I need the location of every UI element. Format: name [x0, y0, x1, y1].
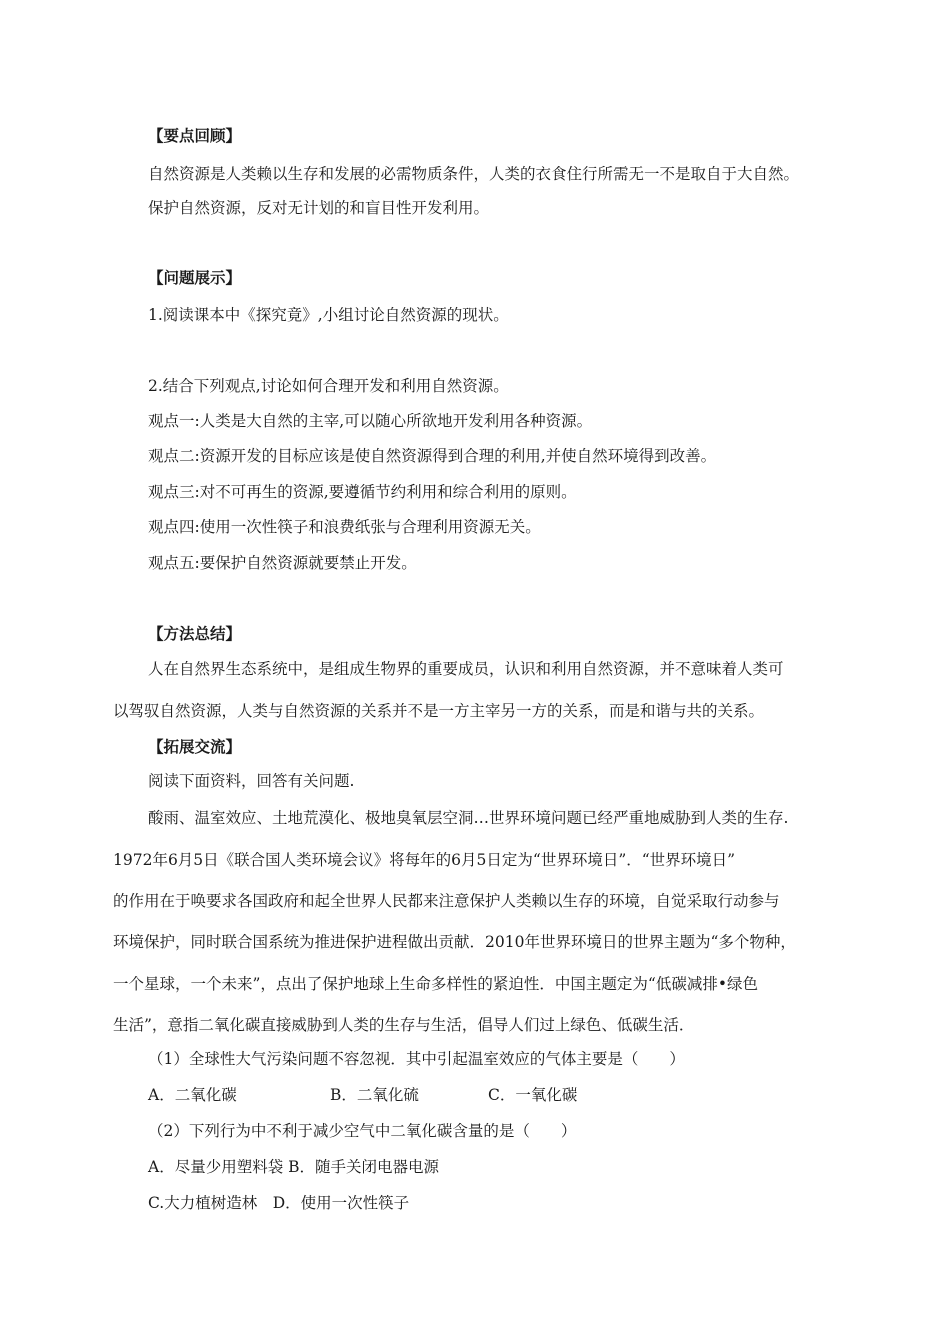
extension-heading: 【拓展交流】	[148, 737, 242, 756]
question-1-stem: （1）全球性大气污染问题不容忽视．其中引起温室效应的气体主要是（ ）	[148, 1050, 685, 1068]
extension-intro: 阅读下面资料，回答有关问题.	[148, 772, 355, 790]
problem-heading: 【问题展示】	[148, 268, 242, 287]
review-text-line-2: 保护自然资源，反对无计划的和盲目性开发利用。	[148, 199, 490, 217]
viewpoint-5: 观点五:要保护自然资源就要禁止开发。	[148, 554, 417, 572]
extension-paragraph-line-2: 1972年6月5日《联合国人类环境会议》将每年的6月5日定为“世界环境日”．“世界环境日”	[113, 851, 736, 869]
extension-paragraph-line-4: 环境保护，同时联合国系统为推进保护进程做出贡献．2010年世界环境日的世界主题为“多个物种，	[113, 933, 796, 951]
viewpoint-1: 观点一:人类是大自然的主宰,可以随心所欲地开发利用各种资源。	[148, 412, 593, 430]
problem-item-2: 2.结合下列观点,讨论如何合理开发和利用自然资源。	[148, 377, 509, 395]
viewpoint-2: 观点二:资源开发的目标应该是使自然资源得到合理的利用,并使自然环境得到改善。	[148, 447, 717, 465]
review-heading: 【要点回顾】	[148, 126, 242, 145]
method-text-line-1: 人在自然界生态系统中，是组成生物界的重要成员，认识和利用自然资源，并不意味着人类可	[148, 660, 784, 678]
problem-item-1: 1.阅读课本中《探究竟》,小组讨论自然资源的现状。	[148, 306, 509, 324]
question-1-option-a: A．二氧化碳	[148, 1086, 237, 1104]
question-2-stem: （2）下列行为中不利于减少空气中二氧化碳含量的是（ ）	[148, 1122, 577, 1140]
viewpoint-4: 观点四:使用一次性筷子和浪费纸张与合理利用资源无关。	[148, 518, 541, 536]
review-text-line-1: 自然资源是人类赖以生存和发展的必需物质条件，人类的衣食住行所需无一不是取自于大自然。	[148, 165, 800, 183]
viewpoint-3: 观点三:对不可再生的资源,要遵循节约利用和综合利用的原则。	[148, 483, 577, 501]
extension-paragraph-line-6: 生活”，意指二氧化碳直接威胁到人类的生存与生活，倡导人们过上绿色、低碳生活．	[113, 1016, 695, 1034]
method-heading: 【方法总结】	[148, 624, 242, 643]
extension-paragraph-line-1: 酸雨、温室效应、土地荒漠化、极地臭氧层空洞…世界环境问题已经严重地威胁到人类的生存.	[148, 809, 789, 827]
question-1-option-c: C．一氧化碳	[488, 1086, 578, 1104]
extension-paragraph-line-5: 一个星球，一个未来”，点出了保护地球上生命多样性的紧迫性．中国主题定为“低碳减排•绿色	[113, 975, 758, 993]
question-1-option-b: B．二氧化硫	[330, 1086, 419, 1104]
method-text-line-2: 以驾驭自然资源，人类与自然资源的关系并不是一方主宰另一方的关系，而是和谐与共的关系。	[113, 702, 765, 720]
question-2-options-row-1: A．尽量少用塑料袋 B．随手关闭电器电源	[148, 1158, 440, 1176]
extension-paragraph-line-3: 的作用在于唤要求各国政府和起全世界人民都来注意保护人类赖以生存的环境，自觉采取行动参与	[113, 892, 780, 910]
question-2-options-row-2: C.大力植树造林 D．使用一次性筷子	[148, 1194, 410, 1212]
